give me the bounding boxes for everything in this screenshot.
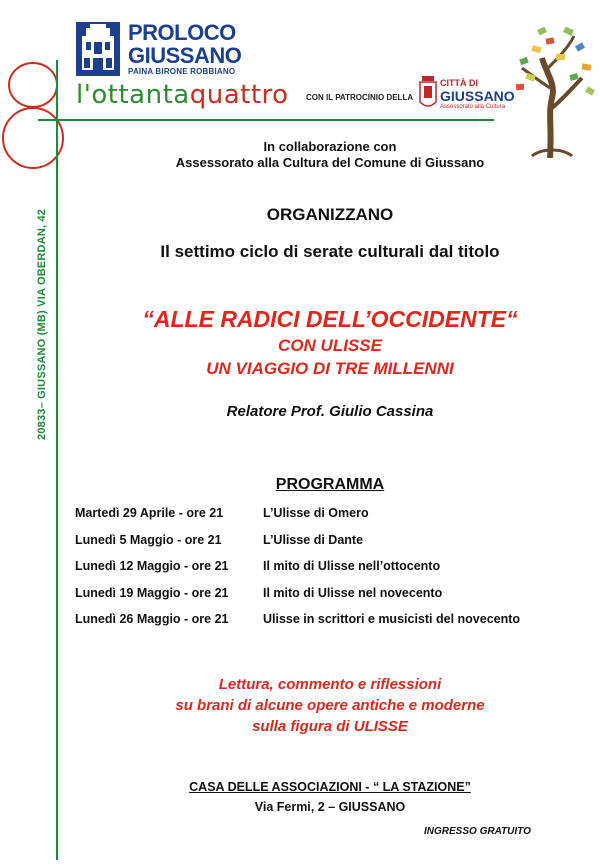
program-topic: Il mito di Ulisse nell’ottocento	[263, 559, 441, 573]
citta-subtitle: Assessorato alla Cultura	[440, 104, 506, 110]
collab-line1: In collaborazione con	[263, 139, 397, 154]
event-title-line2: CON ULISSE	[278, 336, 382, 355]
program-row	[75, 586, 575, 613]
event-title-line3: UN VIAGGIO DI TRE MILLENNI	[206, 359, 454, 378]
program-date: Lunedì 12 Maggio - ore 21	[75, 559, 229, 573]
address-vertical: 20833– GIUSSANO (MB) VIA OBERDAN, 42	[36, 208, 48, 440]
brand-part2: quattro	[189, 80, 289, 110]
proloco-castle-logo	[76, 22, 120, 76]
program-row	[75, 506, 575, 533]
citta-label: CITTÀ DI	[440, 78, 478, 88]
speaker-line: Relatore Prof. Giulio Cassina	[226, 403, 434, 420]
program-date: Lunedì 19 Maggio - ore 21	[75, 585, 229, 600]
reading-note-line1: Lettura, commento e riflessioni	[218, 676, 442, 693]
cycle-subtitle: Il settimo ciclo di serate culturali dal titolo	[160, 242, 500, 261]
book-tree-illustration	[512, 18, 598, 158]
brand-part1: l'ottanta	[76, 80, 190, 110]
program-topic: L’Ulisse di Omero	[263, 506, 369, 520]
citta-crest-icon	[418, 74, 438, 112]
reading-note-line2: su brani di alcune opere antiche e moderne	[175, 697, 485, 714]
reading-note-line3: sulla figura di ULISSE	[252, 718, 408, 735]
program-row	[75, 559, 575, 586]
program-list	[75, 506, 575, 639]
org-name-line1: PROLOCO	[128, 20, 236, 45]
programma-heading: PROGRAMMA	[275, 476, 385, 493]
program-date: Martedì 29 Aprile - ore 21	[75, 506, 224, 520]
program-topic: Ulisse in scrittori e musicisti del novecento	[263, 612, 521, 626]
citta-name: GIUSSANO	[440, 88, 515, 104]
venue-address: Via Fermi, 2 – GIUSSANO	[254, 800, 406, 814]
free-entry-note: INGRESSO GRATUITO	[424, 826, 531, 837]
patrocinio-text: CON IL PATROCINIO DELLA	[306, 93, 414, 102]
collab-line2: Assessorato alla Cultura del Comune di Giussano	[175, 155, 485, 170]
horizontal-green-rule	[38, 119, 494, 121]
program-row	[75, 612, 575, 639]
program-date: Lunedì 26 Maggio - ore 21	[75, 612, 229, 626]
venue-name: CASA DELLE ASSOCIAZIONI - “ LA STAZIONE”	[189, 780, 471, 794]
vertical-green-rule	[56, 60, 58, 860]
program-date: Lunedì 5 Maggio - ore 21	[75, 532, 222, 547]
program-topic: Il mito di Ulisse nel novecento	[263, 585, 443, 600]
org-towns: PAINA BIRONE ROBBIANO	[128, 67, 236, 76]
program-row	[75, 533, 575, 560]
event-title-line1: “ALLE RADICI DELL’OCCIDENTE“	[142, 306, 518, 332]
brand-wordmark	[76, 80, 289, 110]
org-name-line2: GIUSSANO	[128, 43, 242, 68]
organizzano-heading: ORGANIZZANO	[266, 205, 394, 224]
program-topic: L’Ulisse di Dante	[263, 532, 364, 547]
